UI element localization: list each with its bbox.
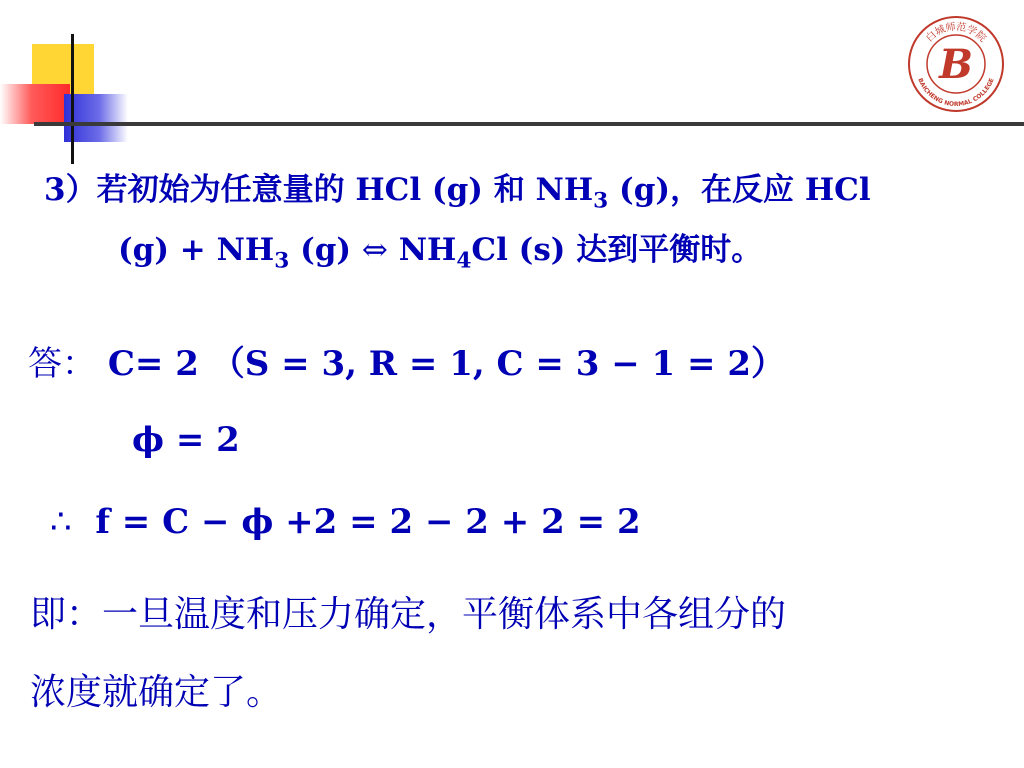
header-divider-line [34, 122, 1024, 126]
formula-hcl-gas: HCl (g) [355, 172, 483, 208]
phase-expression: ϕ = 2 [132, 420, 240, 460]
conclusion-line-2: 浓度就确定了。 [30, 672, 283, 713]
problem-text-2: 和 [493, 172, 525, 208]
problem-text-tail: 达到平衡时。 [576, 232, 763, 268]
problem-text-3: ，在反应 [670, 172, 795, 208]
degrees-of-freedom-line [50, 502, 641, 542]
therefore-symbol: ∴ [50, 502, 72, 542]
logo-letter: B [939, 41, 973, 88]
phase-count-line [132, 420, 240, 460]
logo-top-text: 白城师范学院 [924, 21, 988, 45]
conclusion-line-1: 即：一旦温度和压力确定，平衡体系中各组分的 [30, 594, 787, 635]
logo-bottom-text: BAICHENG NORMAL COLLEGE [916, 77, 996, 109]
formula-hcl: HCl [804, 172, 871, 208]
decorative-red-bar [0, 84, 70, 124]
answer-label: 答： [28, 344, 96, 384]
equilibrium-arrow: ⇔ [361, 232, 388, 268]
freedom-expression: f = C − ϕ +2 = 2 − 2 + 2 = 2 [95, 502, 641, 542]
answer-line [28, 336, 785, 385]
problem-line-1 [44, 164, 871, 214]
problem-text-1: 若初始为任意量的 [96, 172, 345, 208]
college-logo [906, 14, 1006, 114]
components-expression: C= 2 （S = 3, R = 1, C = 3 − 1 = 2） [107, 344, 786, 384]
reaction-equation: $(g) + NH_3$ (g) ⇔ $NH_4Cl$ (s) [118, 232, 566, 274]
problem-line-2 [118, 224, 763, 274]
decorative-vertical-line [71, 34, 74, 164]
formula-nh3: $NH_3$ (g) [535, 172, 671, 214]
problem-number: 3） [44, 172, 97, 208]
